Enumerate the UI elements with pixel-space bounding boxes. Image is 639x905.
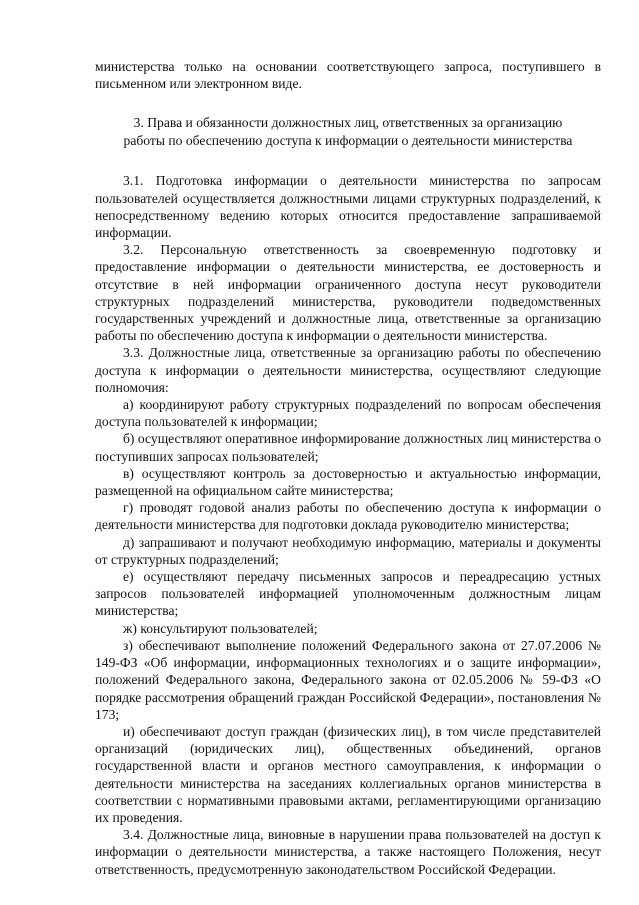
document-page bbox=[95, 58, 601, 878]
list-item-v: в) осуществляют контроль за достоверностью и актуальностью информации, размещенной на официальном сайте министерства; bbox=[95, 465, 601, 499]
section-heading-line-1: 3. Права и обязанности должностных лиц, ответственных за организацию bbox=[133, 115, 563, 131]
list-item-g: г) проводят годовой анализ работы по обеспечению доступа к информации о деятельности министерства для подготовки доклада руководителю министерства; bbox=[95, 500, 601, 533]
list-item-a: а) координируют работу структурных подразделений по вопросам обеспечения доступа пользователей к информации; bbox=[95, 397, 601, 430]
list-item-d: д) запрашивают и получают необходимую информацию, материалы и документы от структурных подразделений; bbox=[95, 534, 601, 567]
paragraph-3-1: 3.1. Подготовка информации о деятельности министерства по запросам пользователей осуществляется должностными лицами структурных подразделений, к непосредственному ведению которых относится предоставление запрашиваемой информации. bbox=[95, 173, 601, 241]
list-item-b: б) осуществляют оперативное информирование должностных лиц министерства о поступивших запросах пользователей; bbox=[95, 431, 601, 464]
intro-paragraph: министерства только на основании соответствующего запроса, поступившего в письменном или электронном виде. bbox=[95, 59, 601, 92]
paragraph-3-2: 3.2. Персональную ответственность за своевременную подготовку и предоставление информации о деятельности министерства, ее достоверность и отсутствие в ней информации ограниченного доступа несут руководители структурных подразделений министерства, руководители подведомственных государственных учреждений и должностные лица, ответственные за организацию работы по обеспечению доступа к информации о деятельности министерства. bbox=[95, 242, 601, 344]
list-item-e: е) осуществляют передачу письменных запросов и переадресацию устных запросов пользователей информацией уполномоченным должностным лицам министерства; bbox=[95, 569, 601, 619]
list-item-zh: ж) консультируют пользователей; bbox=[123, 620, 318, 636]
section-heading bbox=[95, 114, 601, 150]
list-item-z: з) обеспечивают выполнение положений Федерального закона от 27.07.2006 № 149-ФЗ «Об информации, информационных технологиях и о защите информации», положений Федерального закона, Федерального закона от 02.05.2006 № 59-ФЗ «О порядке рассмотрения обращений граждан Российской Федерации», постановления № 173; bbox=[95, 637, 601, 722]
paragraph-3-4: 3.4. Должностные лица, виновные в нарушении права пользователей на доступ к информации о деятельности министерства, а также настоящего Положения, несут ответственность, предусмотренную законодательством Российской Федерации. bbox=[95, 827, 601, 877]
section-heading-line-2: работы по обеспечению доступа к информации о деятельности министерства bbox=[123, 133, 573, 149]
paragraph-3-3: 3.3. Должностные лица, ответственные за организацию работы по обеспечению доступа к информации о деятельности министерства, осуществляют следующие полномочия: bbox=[95, 345, 601, 395]
list-item-i: и) обеспечивают доступ граждан (физических лиц), в том числе представителей организаций (юридических лиц), общественных объединений, органов государственной власти и органов местного самоуправления, к информации о деятельности министерства на заседаниях коллегиальных органов министерства в соответствии с нормативными правовыми актами, регламентирующими организацию их проведения. bbox=[95, 723, 601, 825]
